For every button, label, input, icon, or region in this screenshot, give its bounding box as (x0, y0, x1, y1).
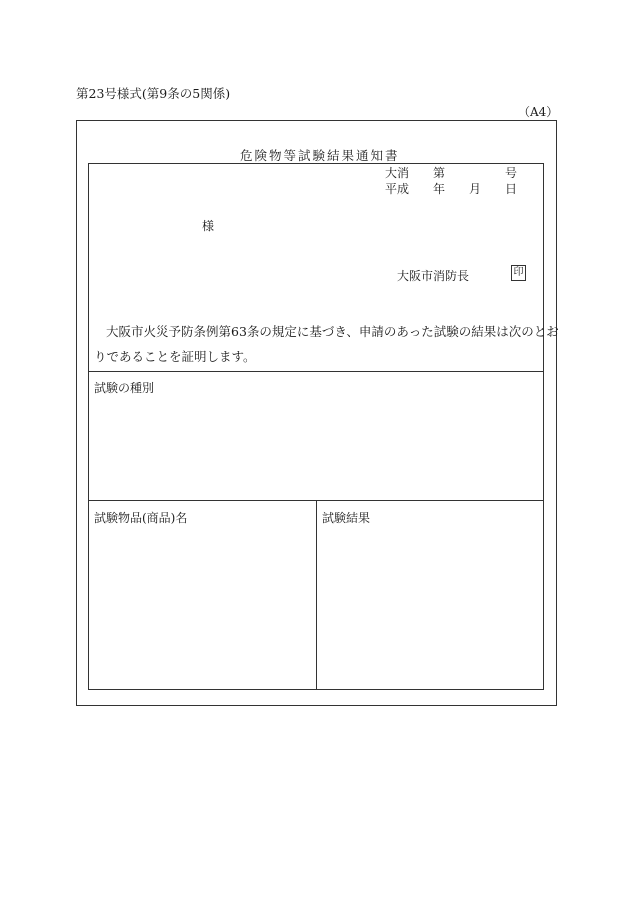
form-number: 第23号様式(第9条の5関係) (76, 86, 231, 101)
doc-no-go: 号 (505, 166, 518, 180)
doc-no-prefix: 大消 (385, 166, 410, 180)
date-day: 日 (505, 182, 518, 196)
form-title: 危険物等試験結果通知書 (240, 148, 400, 163)
product-name-label: 試験物品(商品)名 (94, 511, 188, 525)
body-line-2: りであることを証明します。 (94, 349, 256, 364)
date-month: 月 (469, 182, 482, 196)
paper-size: （A4） (518, 105, 559, 119)
body-line-1: 大阪市火災予防条例第63条の規定に基づき、申請のあった試験の結果は次のとお (106, 324, 559, 339)
date-year: 年 (433, 182, 446, 196)
test-type-label: 試験の種別 (94, 381, 155, 395)
date-era: 平成 (385, 182, 410, 196)
addressee-suffix: 様 (202, 219, 215, 233)
issuer: 大阪市消防長 (397, 269, 470, 283)
doc-no-dai: 第 (433, 166, 446, 180)
seal-mark (511, 265, 526, 281)
divider-vertical (316, 500, 317, 690)
seal-label: 印 (513, 267, 524, 278)
result-label: 試験結果 (322, 511, 371, 525)
divider-header (88, 371, 544, 372)
